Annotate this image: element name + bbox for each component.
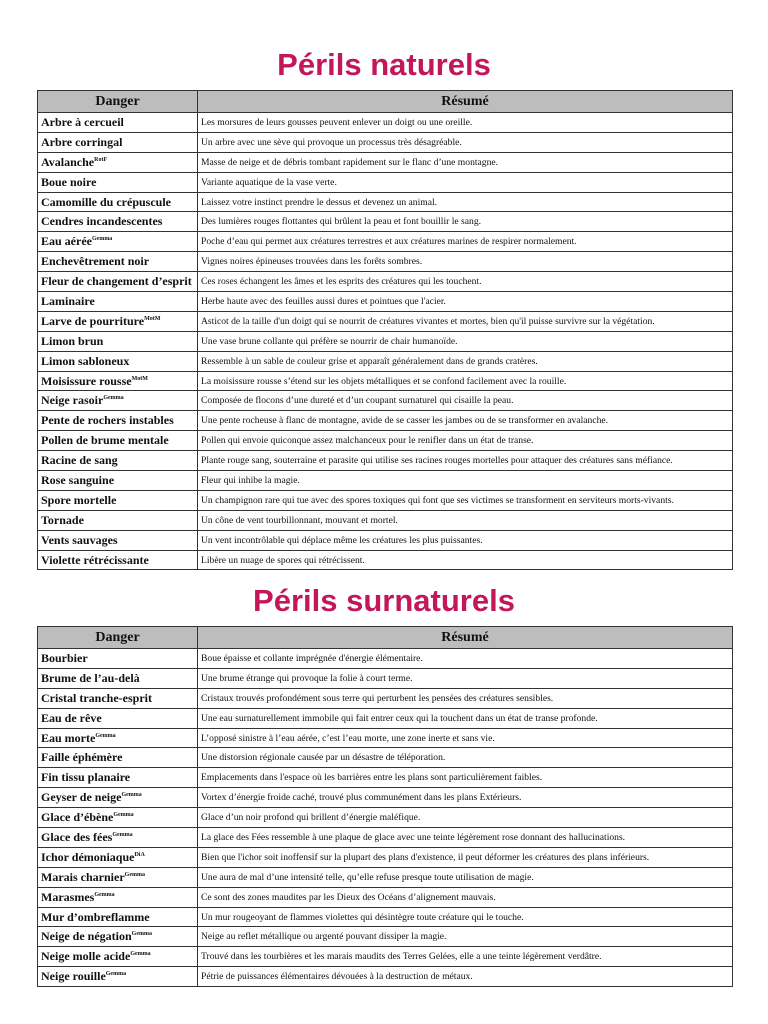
danger-name-cell xyxy=(38,113,198,133)
table-row xyxy=(38,113,733,133)
danger-name: Neige de négation xyxy=(41,929,132,944)
table-row xyxy=(38,132,733,152)
column-header-summary: Résumé xyxy=(198,627,733,649)
source-tag: Gemma xyxy=(91,236,113,243)
summary-cell: Un champignon rare qui tue avec des spores toxiques qui font que ses victimes se transforment en serviteurs morts-vivants. xyxy=(198,490,733,510)
danger-name-cell xyxy=(38,331,198,351)
table-row xyxy=(38,967,733,987)
column-header-danger: Danger xyxy=(38,91,198,113)
summary-cell: Libère un nuage de spores qui rétrécissent. xyxy=(198,550,733,570)
table-row xyxy=(38,212,733,232)
danger-name-cell xyxy=(38,351,198,371)
source-tag: MotM xyxy=(131,375,148,382)
danger-name-cell xyxy=(38,967,198,987)
table-row xyxy=(38,371,733,391)
danger-name-cell xyxy=(38,510,198,530)
source-tag: MotM xyxy=(144,315,161,322)
danger-name: Mur d’ombreflamme xyxy=(41,909,150,924)
table-row xyxy=(38,947,733,967)
danger-name: Fin tissu planaire xyxy=(41,770,131,785)
table-header-row xyxy=(38,91,733,113)
danger-name-cell xyxy=(38,947,198,967)
danger-name: Larve de pourriture xyxy=(41,313,145,328)
danger-name: Violette rétrécissante xyxy=(41,552,149,567)
column-header-danger: Danger xyxy=(38,627,198,649)
table-row xyxy=(38,828,733,848)
danger-name: Eau de rêve xyxy=(41,710,102,725)
danger-name: Neige molle acide xyxy=(41,949,131,964)
summary-cell: Masse de neige et de débris tombant rapidement sur le flanc d’une montagne. xyxy=(198,152,733,172)
summary-cell: Vortex d’énergie froide caché, trouvé plus communément dans les plans Extérieurs. xyxy=(198,788,733,808)
table-row xyxy=(38,431,733,451)
table-row xyxy=(38,887,733,907)
danger-name: Laminaire xyxy=(41,293,95,308)
danger-name-cell xyxy=(38,550,198,570)
summary-cell: Neige au reflet métallique ou argenté pouvant dissiper la magie. xyxy=(198,927,733,947)
danger-name: Bourbier xyxy=(41,650,88,665)
danger-name: Pente de rochers instables xyxy=(41,413,174,428)
section-title-natural: Périls naturels xyxy=(277,47,491,82)
summary-cell: Un arbre avec une sève qui provoque un processus très désagréable. xyxy=(198,132,733,152)
summary-cell: Un vent incontrôlable qui déplace même les créatures les plus puissantes. xyxy=(198,530,733,550)
danger-name-cell xyxy=(38,311,198,331)
table-row xyxy=(38,649,733,669)
danger-name: Moisissure rousse xyxy=(41,373,132,388)
source-tag: Gemma xyxy=(124,871,145,878)
danger-name: Camomille du crépuscule xyxy=(41,194,171,209)
danger-name-cell xyxy=(38,431,198,451)
column-header-summary: Résumé xyxy=(198,91,733,113)
danger-name-cell xyxy=(38,371,198,391)
summary-cell: L’opposé sinistre à l’eau aérée, c’est l’eau morte, une zone inerte et sans vie. xyxy=(198,728,733,748)
table-row xyxy=(38,411,733,431)
table-row xyxy=(38,471,733,491)
danger-name-cell xyxy=(38,748,198,768)
summary-cell: Glace d’un noir profond qui brillent d’énergie maléfique. xyxy=(198,808,733,828)
natural-perils-table xyxy=(37,90,733,570)
table-row xyxy=(38,351,733,371)
danger-name-cell xyxy=(38,391,198,411)
danger-name-cell xyxy=(38,828,198,848)
danger-name: Avalanche xyxy=(41,154,95,169)
danger-name: Arbre corringal xyxy=(41,134,123,149)
danger-name: Racine de sang xyxy=(41,453,118,468)
danger-name-cell xyxy=(38,471,198,491)
summary-cell: Emplacements dans l'espace où les barrières entre les plans sont particulièrement faibles. xyxy=(198,768,733,788)
table-row xyxy=(38,311,733,331)
danger-name-cell xyxy=(38,788,198,808)
table-row xyxy=(38,152,733,172)
table-row xyxy=(38,688,733,708)
table-row xyxy=(38,668,733,688)
danger-name: Geyser de neige xyxy=(41,790,122,805)
danger-name-cell xyxy=(38,728,198,748)
table-row xyxy=(38,768,733,788)
danger-name: Arbre à cercueil xyxy=(41,114,124,129)
summary-cell: Bien que l'ichor soit inoffensif sur la plupart des plans d'existence, il peut déformer les créatures des plans inférieurs. xyxy=(198,847,733,867)
danger-name-cell xyxy=(38,768,198,788)
summary-cell: Pétrie de puissances élémentaires dévouées à la destruction de métaux. xyxy=(198,967,733,987)
danger-name: Ichor démoniaque xyxy=(41,849,135,864)
summary-cell: Asticot de la taille d'un doigt qui se nourrit de créatures vivantes et mortes, bien qu'il puisse survivre sur la végétation. xyxy=(198,311,733,331)
danger-name: Vents sauvages xyxy=(41,532,118,547)
summary-cell: Une pente rocheuse à flanc de montagne, avide de se casser les jambes ou de se transformer en avalanche. xyxy=(198,411,733,431)
table-row xyxy=(38,708,733,728)
summary-cell: Ressemble à un sable de couleur grise et apparaît généralement dans de grands cratères. xyxy=(198,351,733,371)
supernatural-perils-rows xyxy=(38,649,733,987)
summary-cell: Herbe haute avec des feuilles aussi dures et pointues que l'acier. xyxy=(198,292,733,312)
source-tag: Gemma xyxy=(112,831,133,838)
summary-cell: Variante aquatique de la vase verte. xyxy=(198,172,733,192)
natural-perils-rows xyxy=(38,113,733,570)
danger-name: Eau aérée xyxy=(41,234,92,249)
danger-name: Spore mortelle xyxy=(41,492,117,507)
danger-name-cell xyxy=(38,152,198,172)
summary-cell: Ce sont des zones maudites par les Dieux des Océans d’alignement mauvais. xyxy=(198,887,733,907)
danger-name-cell xyxy=(38,272,198,292)
table-row xyxy=(38,808,733,828)
table-row xyxy=(38,292,733,312)
danger-name: Marasmes xyxy=(41,889,95,904)
summary-cell: Une distorsion régionale causée par un désastre de téléporation. xyxy=(198,748,733,768)
summary-cell: Poche d’eau qui permet aux créatures terrestres et aux créatures marines de respirer normalement. xyxy=(198,232,733,252)
danger-name-cell xyxy=(38,867,198,887)
table-row xyxy=(38,331,733,351)
danger-name-cell xyxy=(38,907,198,927)
table-row xyxy=(38,232,733,252)
summary-cell: Laissez votre instinct prendre le dessus et devenez un animal. xyxy=(198,192,733,212)
summary-cell: Vignes noires épineuses trouvées dans les forêts sombres. xyxy=(198,252,733,272)
table-row xyxy=(38,867,733,887)
danger-name-cell xyxy=(38,708,198,728)
summary-cell: Les morsures de leurs gousses peuvent enlever un doigt ou une oreille. xyxy=(198,113,733,133)
danger-name: Rose sanguine xyxy=(41,472,115,487)
source-tag: Gemma xyxy=(94,891,115,898)
danger-name-cell xyxy=(38,172,198,192)
danger-name: Boue noire xyxy=(41,174,97,189)
table-row xyxy=(38,847,733,867)
danger-name: Cristal tranche-esprit xyxy=(41,690,152,705)
summary-cell: La glace des Fées ressemble à une plaque de glace avec une teinte légèrement rose donnant des hallucinations. xyxy=(198,828,733,848)
summary-cell: Fleur qui inhibe la magie. xyxy=(198,471,733,491)
danger-name: Enchevêtrement noir xyxy=(41,254,150,269)
danger-name-cell xyxy=(38,649,198,669)
table-row xyxy=(38,927,733,947)
source-tag: Gemma xyxy=(105,971,127,978)
table-row xyxy=(38,510,733,530)
table-row xyxy=(38,272,733,292)
danger-name-cell xyxy=(38,688,198,708)
summary-cell: Pollen qui envoie quiconque assez malchanceux pour le renifler dans un état de transe. xyxy=(198,431,733,451)
danger-name-cell xyxy=(38,132,198,152)
danger-name: Limon brun xyxy=(41,333,104,348)
section-title-supernatural: Périls surnaturels xyxy=(253,583,515,618)
danger-name-cell xyxy=(38,252,198,272)
danger-name: Neige rouille xyxy=(41,969,106,984)
danger-name-cell xyxy=(38,490,198,510)
danger-name-cell xyxy=(38,808,198,828)
danger-name: Glace des fées xyxy=(41,829,113,844)
source-tag: RotF xyxy=(94,156,108,163)
summary-cell: Une brume étrange qui provoque la folie à court terme. xyxy=(198,668,733,688)
danger-name: Glace d’ébène xyxy=(41,810,114,825)
source-tag: Gemma xyxy=(103,395,124,402)
table-row xyxy=(38,252,733,272)
summary-cell: Un mur rougeoyant de flammes violettes qui désintègre toute créature qui le touche. xyxy=(198,907,733,927)
danger-name: Tornade xyxy=(41,512,84,527)
danger-name: Fleur de changement d’esprit xyxy=(41,274,192,289)
danger-name-cell xyxy=(38,411,198,431)
supernatural-perils-table xyxy=(37,626,733,987)
table-row xyxy=(38,451,733,471)
source-tag: DiA xyxy=(134,851,145,858)
summary-cell: Plante rouge sang, souterraine et parasite qui utilise ses racines rouges mortelles pour attaquer des créatures sans méfiance. xyxy=(198,451,733,471)
table-row xyxy=(38,748,733,768)
danger-name-cell xyxy=(38,451,198,471)
summary-cell: Une vase brune collante qui préfère se nourrir de chair humanoïde. xyxy=(198,331,733,351)
danger-name-cell xyxy=(38,668,198,688)
summary-cell: La moisissure rousse s’étend sur les objets métalliques et se confond facilement avec la rouille. xyxy=(198,371,733,391)
table-row xyxy=(38,788,733,808)
danger-name: Eau morte xyxy=(41,730,96,745)
danger-name: Faille éphémère xyxy=(41,750,123,765)
danger-name: Marais charnier xyxy=(41,869,125,884)
summary-cell: Des lumières rouges flottantes qui brûlent la peau et font bouillir le sang. xyxy=(198,212,733,232)
summary-cell: Ces roses échangent les âmes et les esprits des créatures qui les touchent. xyxy=(198,272,733,292)
summary-cell: Composée de flocons d’une dureté et d’un coupant surnaturel qui cisaille la peau. xyxy=(198,391,733,411)
danger-name: Limon sabloneux xyxy=(41,353,130,368)
source-tag: Gemma xyxy=(95,732,116,739)
table-row xyxy=(38,907,733,927)
danger-name-cell xyxy=(38,232,198,252)
danger-name-cell xyxy=(38,887,198,907)
danger-name: Neige rasoir xyxy=(41,393,104,408)
source-tag: Gemma xyxy=(130,951,151,958)
danger-name: Brume de l’au-delà xyxy=(41,670,140,685)
table-row xyxy=(38,530,733,550)
table-row xyxy=(38,172,733,192)
source-tag: Gemma xyxy=(121,792,142,799)
danger-name-cell xyxy=(38,530,198,550)
table-row xyxy=(38,192,733,212)
table-row xyxy=(38,728,733,748)
source-tag: Gemma xyxy=(131,931,152,938)
danger-name-cell xyxy=(38,212,198,232)
table-row xyxy=(38,550,733,570)
danger-name: Pollen de brume mentale xyxy=(41,433,169,448)
danger-name-cell xyxy=(38,192,198,212)
summary-cell: Une eau surnaturellement immobile qui fait entrer ceux qui la touchent dans un état de transe profonde. xyxy=(198,708,733,728)
table-header-row xyxy=(38,627,733,649)
summary-cell: Boue épaisse et collante imprégnée d'énergie élémentaire. xyxy=(198,649,733,669)
summary-cell: Trouvé dans les tourbières et les marais maudits des Terres Gelées, elle a une teinte légèrement verdâtre. xyxy=(198,947,733,967)
source-tag: Gemma xyxy=(113,812,134,819)
danger-name-cell xyxy=(38,927,198,947)
summary-cell: Une aura de mal d’une intensité telle, qu’elle refuse presque toute utilisation de magie. xyxy=(198,867,733,887)
danger-name: Cendres incandescentes xyxy=(41,214,163,229)
table-row xyxy=(38,490,733,510)
danger-name-cell xyxy=(38,292,198,312)
table-row xyxy=(38,391,733,411)
summary-cell: Un cône de vent tourbillonnant, mouvant et mortel. xyxy=(198,510,733,530)
danger-name-cell xyxy=(38,847,198,867)
summary-cell: Cristaux trouvés profondément sous terre qui perturbent les pensées des créatures sensibles. xyxy=(198,688,733,708)
